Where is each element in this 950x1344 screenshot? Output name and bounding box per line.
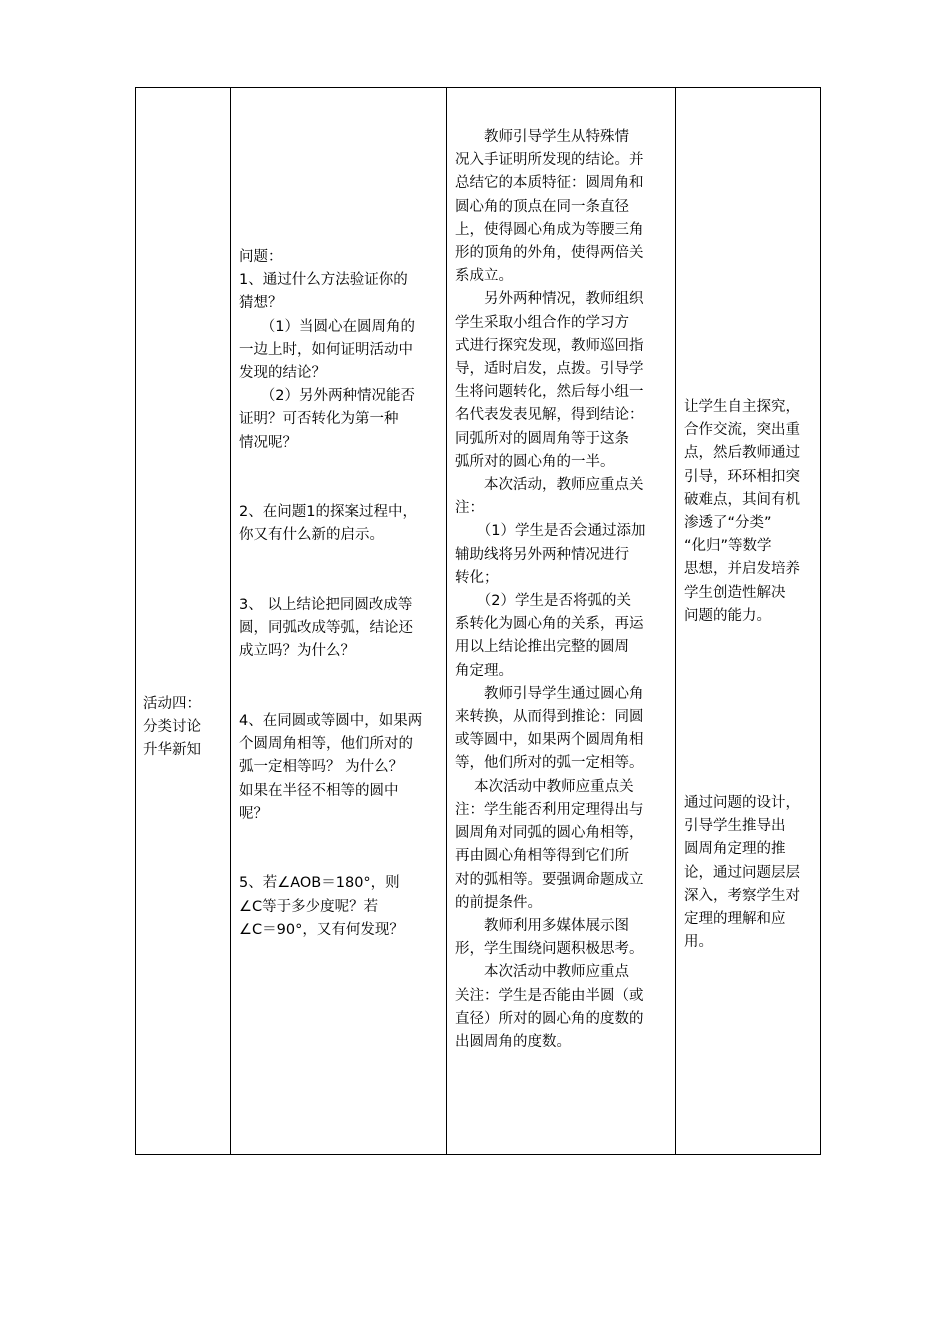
question-line: ∠C等于多少度呢？若: [239, 898, 379, 915]
teacher-line: 本次活动中教师应重点: [455, 964, 629, 981]
activity-line: 分类讨论: [143, 719, 201, 736]
intent-line: 用。: [684, 934, 713, 951]
question-line: [239, 455, 422, 478]
question-line: [239, 687, 422, 710]
question-line: [239, 571, 422, 594]
intent-line: “化归”等数学: [684, 538, 772, 555]
teacher-line: 转化；: [455, 569, 499, 586]
question-line: 如果在半径不相等的圆中: [239, 782, 399, 799]
teacher-line: 来转换，从而得到推论：同圆: [455, 709, 644, 726]
teacher-line: 角定理。: [455, 662, 513, 679]
teacher-line: 系转化为圆心角的关系，再运: [455, 616, 644, 633]
teacher-line: 教师利用多媒体展示图: [455, 917, 629, 934]
teacher-line: 出圆周角的度数。: [455, 1033, 571, 1050]
teacher-line: 式进行探究发现，教师巡回指: [455, 337, 644, 354]
column-divider: [230, 88, 231, 1154]
intent-line: 让学生自主探究，: [684, 399, 800, 415]
intent-line: 思想，并启发培养: [684, 561, 800, 578]
teacher-line: 形的顶角的外角，使得两倍关: [455, 245, 644, 262]
question-line: [239, 664, 422, 687]
teacher-line: 形，学生围绕问题积极思考。: [455, 941, 644, 958]
teacher-line: 辅助线将另外两种情况进行: [455, 546, 629, 563]
intent-line: 引导，环环相扣突: [684, 468, 800, 485]
questions-cell: [239, 246, 422, 942]
teacher-line: 名代表发表见解，得到结论：: [455, 407, 644, 424]
activity-name-cell: [143, 693, 201, 763]
intent-line: 渗透了“分类”: [684, 515, 772, 532]
question-line: [239, 548, 422, 571]
intent-line: 破难点，其间有机: [684, 491, 800, 508]
teacher-line: 系成立。: [455, 268, 513, 285]
intent-line: 问题的能力。: [684, 607, 771, 624]
teacher-line: 另外两种情况，教师组织: [455, 291, 644, 308]
question-line: [239, 826, 422, 849]
teacher-line: 上，使得圆心角成为等腰三角: [455, 221, 644, 238]
teacher-line: 再由圆心角相等得到它们所: [455, 848, 629, 865]
teacher-line: 本次活动，教师应重点关: [455, 477, 644, 494]
question-line: 你又有什么新的启示。: [239, 527, 384, 544]
teacher-line: 等，他们所对的弧一定相等。: [455, 755, 644, 772]
question-line: 个圆周角相等，他们所对的: [239, 736, 413, 753]
intent-line: 深入，考察学生对: [684, 887, 800, 904]
teacher-line: 用以上结论推出完整的圆周: [455, 639, 629, 656]
question-line: 圆，同弧改成等弧，结论还: [239, 620, 413, 637]
question-line: 3、 以上结论把同圆改成等: [239, 597, 413, 614]
teacher-line: 对的弧相等。要强调命题成立: [455, 871, 644, 888]
question-line: 4、在同圆或等圆中，如果两: [239, 713, 423, 730]
question-line: 2、在问题1的探案过程中，: [239, 504, 417, 521]
teacher-line: （1）学生是否会通过添加: [455, 523, 646, 540]
teacher-line: 关注：学生是否能由半圆（或: [455, 987, 644, 1004]
question-line: 发现的结论？: [239, 365, 326, 382]
intent-line: 通过问题的设计，: [684, 795, 800, 811]
question-line: 猜想？: [239, 295, 283, 312]
question-line: （2）另外两种情况能否: [239, 388, 415, 405]
question-line: [239, 478, 422, 501]
intent-line: 合作交流，突出重: [684, 422, 800, 439]
intent-line: 引导学生推导出: [684, 818, 786, 835]
teacher-line: 直径）所对的圆心角的度数的: [455, 1010, 644, 1027]
intent-line: 圆周角定理的推: [684, 841, 786, 858]
question-line: 问题：: [239, 249, 283, 265]
column-divider: [675, 88, 676, 1154]
teacher-line: 况入手证明所发现的结论。并: [455, 152, 644, 169]
teacher-line: 注：学生能否利用定理得出与: [455, 801, 644, 818]
teacher-line: 同弧所对的圆周角等于这条: [455, 430, 629, 447]
question-line: 证明？可否转化为第一种: [239, 411, 399, 428]
teacher-line: 本次活动中教师应重点关: [455, 778, 634, 795]
teacher-line: 的前提条件。: [455, 894, 542, 911]
question-line: 5、若∠AOB＝180°，则: [239, 875, 400, 892]
intent-line: 论，通过问题层层: [684, 864, 800, 881]
teacher-line: 导，适时启发，点拨。引导学: [455, 361, 644, 378]
design-intent-cell-2: [684, 792, 800, 954]
activity-line: 活动四：: [143, 696, 201, 712]
teacher-line: 圆周角对同弧的圆心角相等，: [455, 825, 644, 842]
question-line: ∠C＝90°，又有何发现？: [239, 921, 404, 938]
intent-line: 定理的理解和应: [684, 911, 786, 928]
question-line: [239, 849, 422, 872]
intent-line: 学生创造性解决: [684, 584, 786, 601]
column-divider: [446, 88, 447, 1154]
teacher-line: 学生采取小组合作的学习方: [455, 314, 629, 331]
teacher-line: 总结它的本质特征：圆周角和: [455, 175, 644, 192]
teacher-line: 生将问题转化，然后每小组一: [455, 384, 644, 401]
question-line: 弧一定相等吗？ 为什么？: [239, 759, 404, 776]
teacher-line: 注：: [455, 500, 484, 517]
teacher-line: （2）学生是否将弧的关: [455, 593, 631, 610]
teacher-line: 教师引导学生从特殊情: [455, 129, 629, 145]
teacher-line: 或等圆中，如果两个圆周角相: [455, 732, 644, 749]
question-line: 呢？: [239, 805, 268, 822]
design-intent-cell-1: [684, 396, 800, 628]
teacher-line: 教师引导学生通过圆心角: [455, 685, 644, 702]
question-line: 一边上时，如何证明活动中: [239, 341, 413, 358]
activity-line: 升华新知: [143, 742, 201, 759]
question-line: 成立吗？为什么？: [239, 643, 355, 660]
teacher-line: 圆心角的顶点在同一条直径: [455, 198, 629, 215]
teacher-line: 弧所对的圆心角的一半。: [455, 453, 615, 470]
teacher-activity-cell: [455, 126, 645, 1054]
question-line: 1、通过什么方法验证你的: [239, 272, 408, 289]
intent-line: 点，然后教师通过: [684, 445, 800, 462]
question-line: （1）当圆心在圆周角的: [239, 318, 415, 335]
question-line: 情况呢？: [239, 434, 297, 451]
